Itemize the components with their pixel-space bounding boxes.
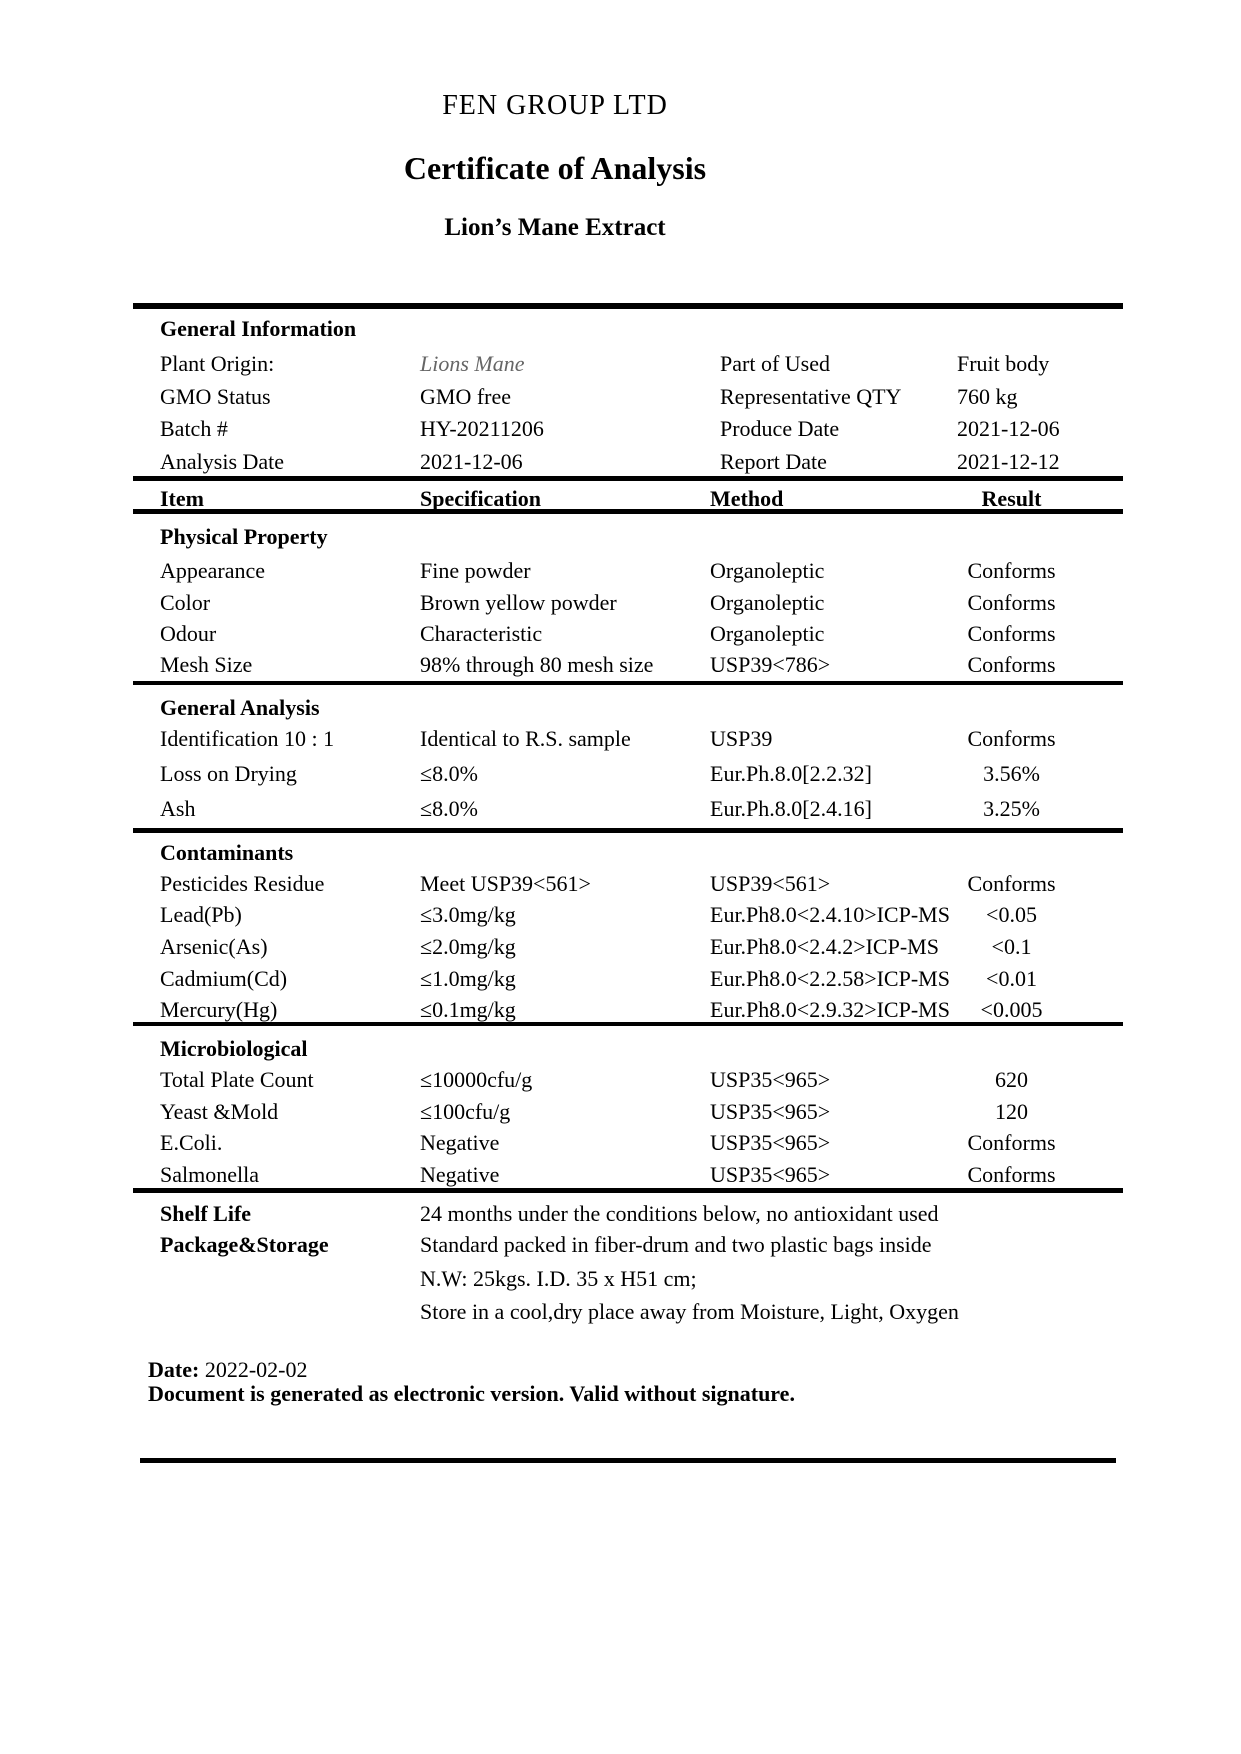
section-heading: General Analysis [160, 695, 320, 720]
geninfo-row-plant-origin [0, 351, 1241, 379]
item-cell: Salmonella [160, 1162, 259, 1187]
section-heading: General Information [160, 316, 357, 341]
company-name: FEN GROUP LTD [442, 90, 668, 121]
result-cell: <0.005 [980, 997, 1043, 1022]
package-storage-row [0, 1266, 1241, 1294]
column-header-item: Item [160, 486, 204, 511]
package-storage-line: Store in a cool,dry place away from Moisture, Light, Oxygen [420, 1299, 959, 1324]
result-cell: Conforms [967, 621, 1056, 646]
result-cell: Conforms [967, 652, 1056, 677]
divider-bottom [140, 1458, 1116, 1463]
specification-cell: ≤8.0% [420, 796, 478, 821]
column-header-specification: Specification [420, 486, 541, 511]
geninfo-row-gmo-status [0, 384, 1241, 412]
item-cell: Cadmium(Cd) [160, 966, 288, 991]
date-label: Date: [148, 1357, 205, 1382]
method-cell: USP35<965> [710, 1130, 831, 1155]
geninfo-row-batch [0, 416, 1241, 444]
field-label: Batch # [160, 416, 228, 441]
table-row [0, 621, 1241, 649]
specification-cell: Brown yellow powder [420, 590, 617, 615]
method-cell: Organoleptic [710, 590, 825, 615]
specification-cell: ≤100cfu/g [420, 1099, 511, 1124]
product-name: Lion’s Mane Extract [444, 214, 666, 241]
field-label: Analysis Date [160, 449, 285, 474]
date-row [148, 1357, 307, 1383]
result-cell: Conforms [967, 590, 1056, 615]
specification-cell: Negative [420, 1130, 500, 1155]
item-cell: Mesh Size [160, 652, 253, 677]
field-label: GMO Status [160, 384, 271, 409]
section-heading: Physical Property [160, 524, 328, 549]
column-header-result: Result [981, 486, 1042, 511]
method-cell: Eur.Ph8.0<2.4.10>ICP-MS [710, 902, 950, 927]
method-cell: Eur.Ph.8.0[2.4.16] [710, 796, 872, 821]
result-cell: Conforms [967, 1130, 1056, 1155]
specification-cell: ≤10000cfu/g [420, 1067, 533, 1092]
specification-cell: ≤8.0% [420, 761, 478, 786]
field-value: Lions Mane [420, 351, 525, 376]
item-cell: E.Coli. [160, 1130, 223, 1155]
table-row [0, 761, 1241, 789]
result-cell: <0.01 [986, 966, 1037, 991]
item-cell: Total Plate Count [160, 1067, 314, 1092]
result-cell: 3.56% [983, 761, 1040, 786]
item-cell: Arsenic(As) [160, 934, 268, 959]
contaminants-heading-row [0, 840, 1241, 868]
result-cell: <0.05 [986, 902, 1037, 927]
package-storage-row [0, 1299, 1241, 1327]
field-label: Representative QTY [720, 384, 902, 409]
table-row [0, 558, 1241, 586]
result-cell: 120 [995, 1099, 1028, 1124]
item-cell: Yeast &Mold [160, 1099, 279, 1124]
shelf-life-row [0, 1201, 1241, 1229]
table-row [0, 1162, 1241, 1190]
method-cell: Eur.Ph.8.0[2.2.32] [710, 761, 872, 786]
method-cell: USP39<561> [710, 871, 831, 896]
result-cell: 3.25% [983, 796, 1040, 821]
item-cell: Appearance [160, 558, 266, 583]
specification-cell: Meet USP39<561> [420, 871, 591, 896]
package-storage-label: Package&Storage [160, 1232, 329, 1257]
specification-cell: 98% through 80 mesh size [420, 652, 654, 677]
item-cell: Odour [160, 621, 217, 646]
field-label: Produce Date [720, 416, 840, 441]
divider-top [133, 303, 1123, 309]
method-cell: USP35<965> [710, 1099, 831, 1124]
item-cell: Identification 10 : 1 [160, 726, 335, 751]
specification-cell: Identical to R.S. sample [420, 726, 631, 751]
item-cell: Color [160, 590, 211, 615]
field-value: GMO free [420, 384, 512, 409]
table-row [0, 934, 1241, 962]
geninfo-row-analysis-date [0, 449, 1241, 477]
result-cell: 620 [995, 1067, 1028, 1092]
field-value: 2021-12-06 [957, 416, 1060, 441]
specification-cell: Fine powder [420, 558, 531, 583]
field-value: 2021-12-12 [957, 449, 1060, 474]
field-value: 760 kg [957, 384, 1018, 409]
column-header-method: Method [710, 486, 784, 511]
result-cell: Conforms [967, 871, 1056, 896]
result-cell: Conforms [967, 558, 1056, 583]
field-label: Part of Used [720, 351, 830, 376]
specification-cell: ≤1.0mg/kg [420, 966, 516, 991]
divider-contaminants [133, 828, 1123, 833]
general-analysis-heading-row [0, 695, 1241, 723]
microbiological-heading-row [0, 1036, 1241, 1064]
result-cell: Conforms [967, 1162, 1056, 1187]
method-cell: USP39<786> [710, 652, 831, 677]
method-cell: Eur.Ph8.0<2.9.32>ICP-MS [710, 997, 950, 1022]
table-row [0, 966, 1241, 994]
specification-cell: Characteristic [420, 621, 543, 646]
table-row [0, 1130, 1241, 1158]
field-label: Plant Origin: [160, 351, 275, 376]
table-row [0, 902, 1241, 930]
table-row [0, 997, 1241, 1025]
general-information-heading-row [0, 316, 1241, 344]
table-row [0, 1099, 1241, 1127]
specification-cell: ≤2.0mg/kg [420, 934, 516, 959]
field-value: Fruit body [957, 351, 1050, 376]
item-cell: Mercury(Hg) [160, 997, 278, 1022]
table-row [0, 796, 1241, 824]
document-title: Certificate of Analysis [403, 150, 707, 186]
table-row [0, 726, 1241, 754]
package-storage-line: N.W: 25kgs. I.D. 35 x H51 cm; [420, 1266, 697, 1291]
package-storage-line: Standard packed in fiber-drum and two plastic bags inside [420, 1232, 932, 1257]
shelf-life-value: 24 months under the conditions below, no antioxidant used [420, 1201, 939, 1226]
item-cell: Ash [160, 796, 196, 821]
field-value: 2021-12-06 [420, 449, 523, 474]
specification-cell: Negative [420, 1162, 500, 1187]
table-row [0, 590, 1241, 618]
method-cell: Organoleptic [710, 558, 825, 583]
specification-cell: ≤3.0mg/kg [420, 902, 516, 927]
method-cell: Organoleptic [710, 621, 825, 646]
electronic-note: Document is generated as electronic version. Valid without signature. [148, 1381, 795, 1406]
method-cell: USP39 [710, 726, 773, 751]
table-row [0, 652, 1241, 680]
item-cell: Lead(Pb) [160, 902, 242, 927]
table-row [0, 871, 1241, 899]
shelf-life-label: Shelf Life [160, 1201, 252, 1226]
specification-cell: ≤0.1mg/kg [420, 997, 516, 1022]
date-value: 2022-02-02 [204, 1357, 308, 1382]
physical-property-heading-row [0, 524, 1241, 552]
table-row [0, 1067, 1241, 1095]
item-cell: Pesticides Residue [160, 871, 325, 896]
package-storage-row [0, 1232, 1241, 1260]
method-cell: USP35<965> [710, 1067, 831, 1092]
result-cell: Conforms [967, 726, 1056, 751]
method-cell: Eur.Ph8.0<2.4.2>ICP-MS [710, 934, 939, 959]
field-label: Report Date [720, 449, 827, 474]
section-heading: Contaminants [160, 840, 294, 865]
section-heading: Microbiological [160, 1036, 308, 1061]
item-cell: Loss on Drying [160, 761, 297, 786]
divider-general-analysis [133, 681, 1123, 685]
result-cell: <0.1 [991, 934, 1032, 959]
method-cell: Eur.Ph8.0<2.2.58>ICP-MS [710, 966, 950, 991]
table-header-row [0, 486, 1241, 514]
field-value: HY-20211206 [420, 416, 544, 441]
method-cell: USP35<965> [710, 1162, 831, 1187]
